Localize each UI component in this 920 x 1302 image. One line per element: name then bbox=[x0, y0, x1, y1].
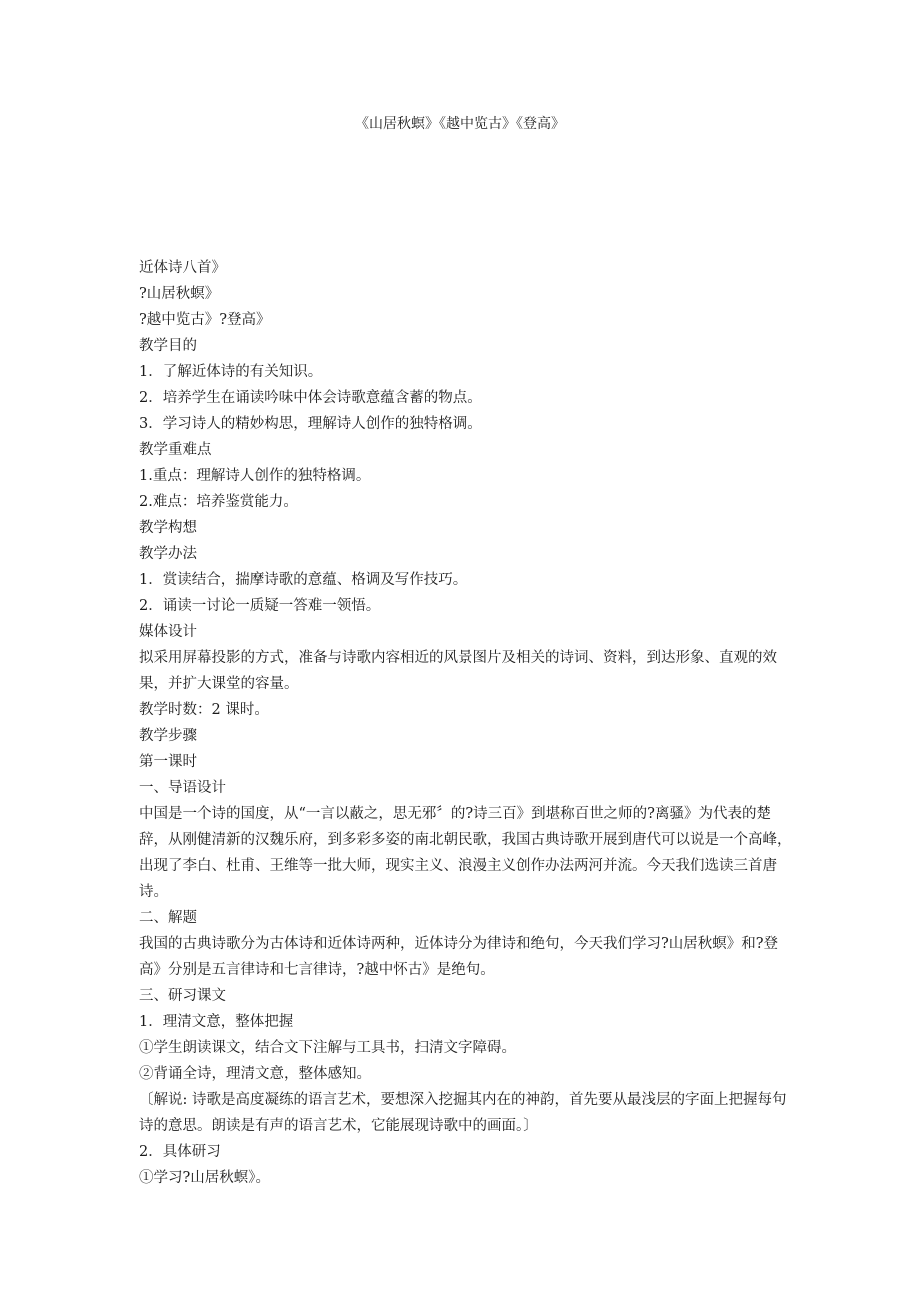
document-body bbox=[139, 255, 795, 1191]
section-heading: 教学办法 bbox=[139, 546, 197, 562]
text-line: ?山居秋螟》 bbox=[139, 286, 220, 302]
text-line: 近体诗八首》 bbox=[139, 260, 226, 276]
paragraph-explanation: 我国的古典诗歌分为古体诗和近体诗两种，近体诗分为律诗和绝句，今天我们学习?山居秋螟》和?登高》分别是五言律诗和七言律诗，?越中怀古》是绝句。 bbox=[139, 936, 779, 978]
list-item: 2.难点：培养鉴赏能力。 bbox=[139, 494, 298, 510]
list-item: 1．赏读结合，揣摩诗歌的意蕴、格调及写作技巧。 bbox=[139, 572, 468, 588]
list-item: 1．了解近体诗的有关知识。 bbox=[139, 364, 323, 380]
document-title: 《山居秋螟》《越中览古》《登高》 bbox=[355, 116, 565, 132]
section-heading: 教学目的 bbox=[139, 338, 197, 354]
list-item: 1．理清文意，整体把握 bbox=[139, 1014, 294, 1030]
section-heading: 第一课时 bbox=[139, 754, 197, 770]
list-item: 1.重点：理解诗人创作的独特格调。 bbox=[139, 468, 371, 484]
section-heading: 教学步骤 bbox=[139, 728, 197, 744]
list-item: 2．具体研习 bbox=[139, 1144, 221, 1160]
list-item: 2．培养学生在诵读吟味中体会诗歌意蕴含蓄的物点。 bbox=[139, 390, 482, 406]
section-heading: 二、解题 bbox=[139, 910, 197, 926]
section-heading: 教学重难点 bbox=[139, 442, 212, 458]
list-item: ②背诵全诗，理清文意，整体感知。 bbox=[139, 1066, 371, 1082]
paragraph-note: 〔解说: 诗歌是高度凝练的语言艺术，要想深入挖掘其内在的神韵，首先要从最浅层的字面上把握每句诗的意思。朗读是有声的语言艺术，它能展现诗歌中的画面。〕 bbox=[139, 1092, 787, 1134]
list-item: 3．学习诗人的精妙构思，理解诗人创作的独特格调。 bbox=[139, 416, 482, 432]
paragraph-media-design: 拟采用屏幕投影的方式，准备与诗歌内容相近的风景图片及相关的诗词、资料，到达形象、直观的效果，并扩大课堂的容量。 bbox=[139, 650, 777, 692]
list-item: ①学生朗读课文，结合文下注解与工具书，扫清文字障碍。 bbox=[139, 1040, 516, 1056]
text-line: ?越中览古》?登高》 bbox=[139, 312, 271, 328]
paragraph-introduction: 中国是一个诗的国度，从“一言以蔽之，思无邪〞的?诗三百》到堪称百世之师的?离骚》为代表的楚辞，从刚健清新的汉魏乐府，到多彩多姿的南北朝民歌，我国古典诗歌开展到唐代可以说是一个高峰，出现了李白、杜甫、王维等一批大师，现实主义、浪漫主义创作办法两河并流。今天我们选读三首唐诗。 bbox=[139, 806, 792, 900]
list-item: ①学习?山居秋螟》。 bbox=[139, 1170, 271, 1186]
text-line: 教学时数：2 课时。 bbox=[139, 702, 269, 718]
section-heading: 教学构想 bbox=[139, 520, 197, 536]
section-heading: 媒体设计 bbox=[139, 624, 197, 640]
section-heading: 三、研习课文 bbox=[139, 988, 226, 1004]
section-heading: 一、导语设计 bbox=[139, 780, 226, 796]
list-item: 2．诵读一讨论一质疑一答难一领悟。 bbox=[139, 598, 381, 614]
